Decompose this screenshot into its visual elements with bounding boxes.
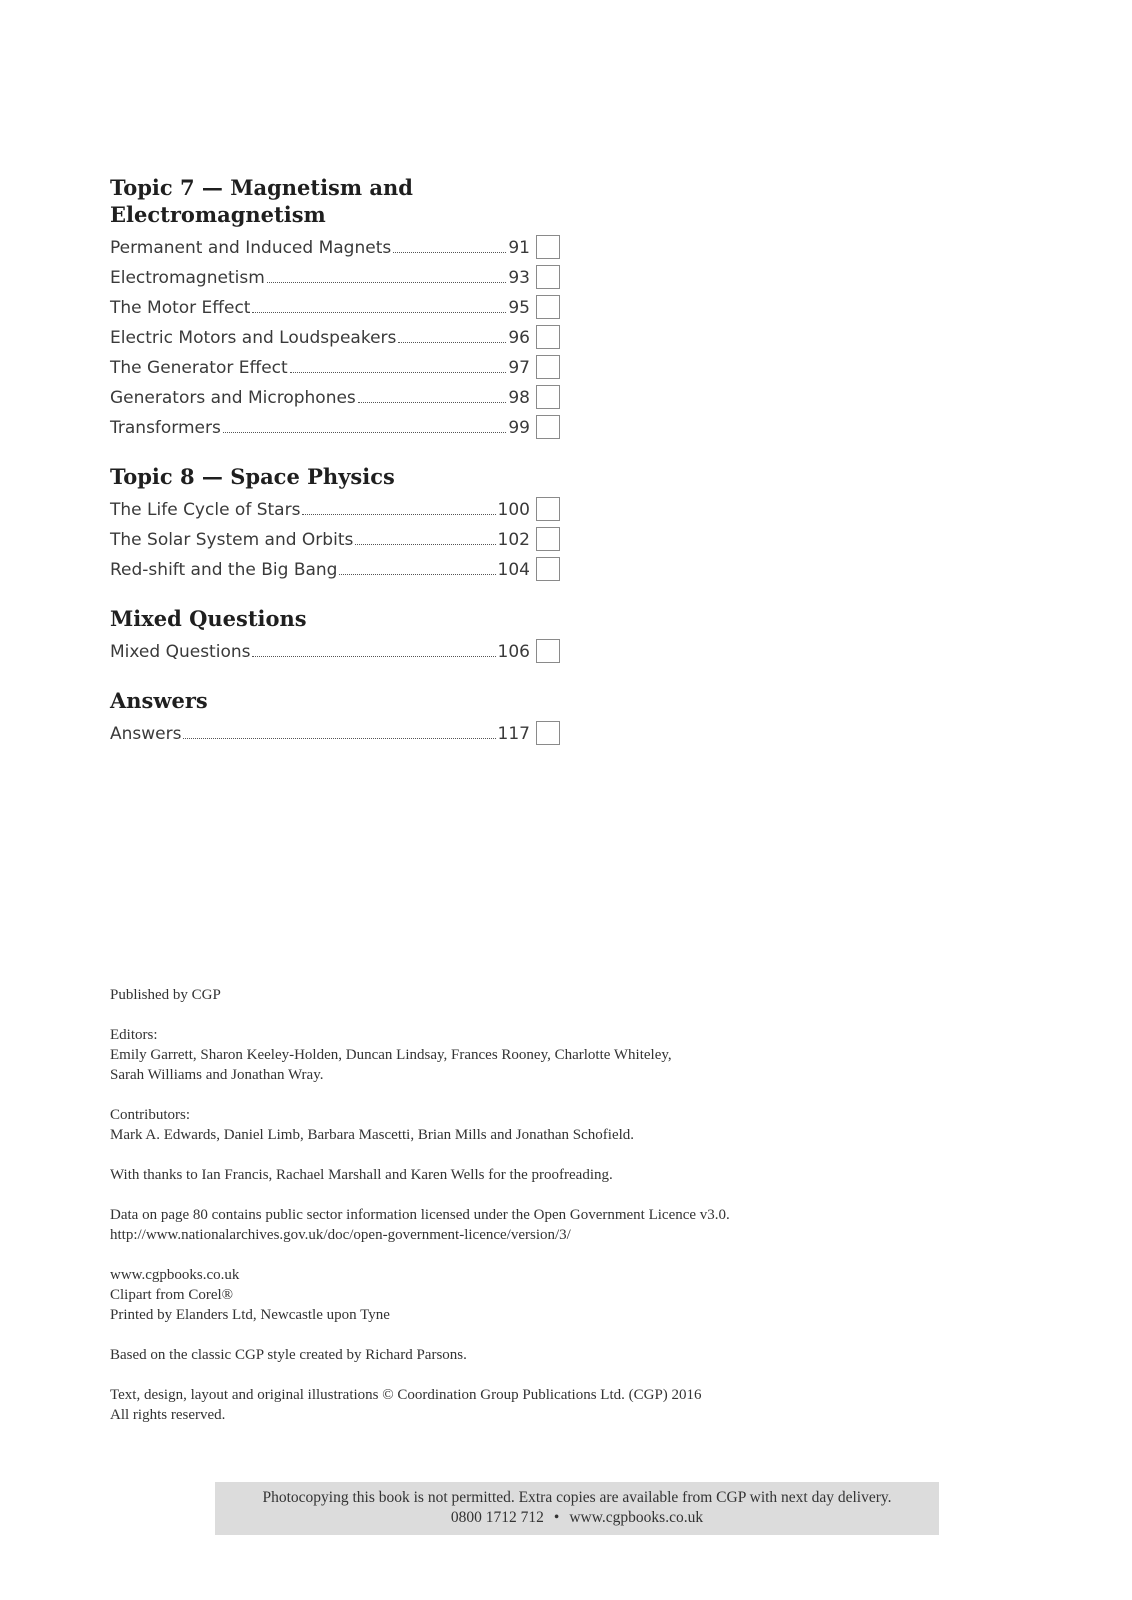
section-title: Mixed Questions — [110, 606, 307, 631]
toc-section — [110, 605, 560, 665]
editors-label: Editors: — [110, 1027, 158, 1043]
contributors-names: Mark A. Edwards, Daniel Limb, Barbara Mascetti, Brian Mills and Jonathan Schofield. — [110, 1127, 635, 1143]
toc-entry-label: The Generator Effect — [110, 358, 288, 378]
toc-entry-page: 91 — [508, 238, 530, 258]
toc-entry-page: 97 — [508, 358, 530, 378]
toc-entry-label: Answers — [110, 724, 182, 744]
section-title: Topic 7 — Magnetism and Electromagnetism — [110, 175, 413, 227]
editors-names-line-1: Emily Garrett, Sharon Keeley-Holden, Duncan Lindsay, Frances Rooney, Charlotte Whiteley, — [110, 1047, 672, 1063]
dot-leader — [355, 543, 495, 545]
toc-entry-page: 96 — [508, 328, 530, 348]
section-title: Answers — [110, 688, 208, 713]
dot-leader — [252, 311, 506, 313]
toc-entry-label: Electric Motors and Loudspeakers — [110, 328, 397, 348]
published-by: Published by CGP — [110, 987, 221, 1003]
toc-entry-label: Electromagnetism — [110, 268, 265, 288]
progress-checkbox[interactable] — [536, 497, 560, 521]
progress-checkbox[interactable] — [536, 557, 560, 581]
toc-entry-page: 98 — [508, 388, 530, 408]
notice-website: www.cgpbooks.co.uk — [569, 1509, 704, 1526]
dot-leader — [393, 251, 506, 253]
toc-entry-label: Transformers — [110, 418, 221, 438]
progress-checkbox[interactable] — [536, 325, 560, 349]
credits-block — [110, 985, 930, 1445]
copyright-line: Text, design, layout and original illustrations © Coordination Group Publications Ltd. (CGP) 2016 — [110, 1387, 702, 1403]
progress-checkbox[interactable] — [536, 385, 560, 409]
toc-entry-label: The Motor Effect — [110, 298, 251, 318]
toc-entry — [110, 381, 560, 411]
notice-contact — [215, 1508, 939, 1528]
toc-entry — [110, 553, 560, 583]
toc-entry — [110, 523, 560, 553]
toc-entry — [110, 321, 560, 351]
dot-leader — [339, 573, 495, 575]
toc-entry-page: 95 — [508, 298, 530, 318]
editors-names-line-2: Sarah Williams and Jonathan Wray. — [110, 1067, 324, 1083]
dot-leader — [252, 655, 495, 657]
contributors-label: Contributors: — [110, 1107, 191, 1123]
toc-section — [110, 174, 560, 441]
progress-checkbox[interactable] — [536, 639, 560, 663]
notice-separator: • — [553, 1509, 560, 1526]
toc-entry — [110, 411, 560, 441]
dot-leader — [267, 281, 507, 283]
rights-reserved: All rights reserved. — [110, 1407, 226, 1423]
dot-leader — [290, 371, 507, 373]
dot-leader — [358, 401, 507, 403]
toc-entry-label: Mixed Questions — [110, 642, 251, 662]
toc-entry-label: Permanent and Induced Magnets — [110, 238, 392, 258]
style-credit: Based on the classic CGP style created by Richard Parsons. — [110, 1347, 467, 1363]
toc-entry — [110, 493, 560, 523]
toc-entry-label: Red-shift and the Big Bang — [110, 560, 338, 580]
licence-url: http://www.nationalarchives.gov.uk/doc/open-government-licence/version/3/ — [110, 1227, 571, 1243]
toc-entry-page: 102 — [497, 530, 530, 550]
toc-entry-page: 117 — [497, 724, 530, 744]
toc-section — [110, 463, 560, 583]
progress-checkbox[interactable] — [536, 415, 560, 439]
progress-checkbox[interactable] — [536, 295, 560, 319]
photocopy-notice — [215, 1482, 939, 1535]
table-of-contents — [110, 174, 560, 769]
toc-entry-page: 104 — [497, 560, 530, 580]
toc-entry-label: Generators and Microphones — [110, 388, 356, 408]
toc-entry-label: The Life Cycle of Stars — [110, 500, 301, 520]
dot-leader — [223, 431, 506, 433]
progress-checkbox[interactable] — [536, 235, 560, 259]
toc-entry — [110, 635, 560, 665]
toc-entry — [110, 717, 560, 747]
progress-checkbox[interactable] — [536, 355, 560, 379]
toc-entry-page: 100 — [497, 500, 530, 520]
toc-entry-page: 106 — [497, 642, 530, 662]
toc-entry — [110, 351, 560, 381]
toc-entry — [110, 261, 560, 291]
publisher-website: www.cgpbooks.co.uk — [110, 1267, 240, 1283]
section-title: Topic 8 — Space Physics — [110, 464, 395, 489]
toc-entry-label: The Solar System and Orbits — [110, 530, 354, 550]
toc-entry — [110, 291, 560, 321]
licence-note: Data on page 80 contains public sector information licensed under the Open Government Licence v3.0. — [110, 1207, 730, 1223]
printer-credit: Printed by Elanders Ltd, Newcastle upon Tyne — [110, 1307, 390, 1323]
clipart-credit: Clipart from Corel® — [110, 1287, 234, 1303]
progress-checkbox[interactable] — [536, 265, 560, 289]
notice-phone: 0800 1712 712 — [450, 1509, 544, 1526]
toc-entry — [110, 231, 560, 261]
toc-entry-page: 99 — [508, 418, 530, 438]
progress-checkbox[interactable] — [536, 527, 560, 551]
dot-leader — [183, 737, 495, 739]
dot-leader — [302, 513, 495, 515]
progress-checkbox[interactable] — [536, 721, 560, 745]
notice-text: Photocopying this book is not permitted. Extra copies are available from CGP with next day delivery. — [262, 1489, 892, 1506]
proofreading-thanks: With thanks to Ian Francis, Rachael Marshall and Karen Wells for the proofreading. — [110, 1167, 613, 1183]
dot-leader — [398, 341, 506, 343]
toc-entry-page: 93 — [508, 268, 530, 288]
toc-section — [110, 687, 560, 747]
